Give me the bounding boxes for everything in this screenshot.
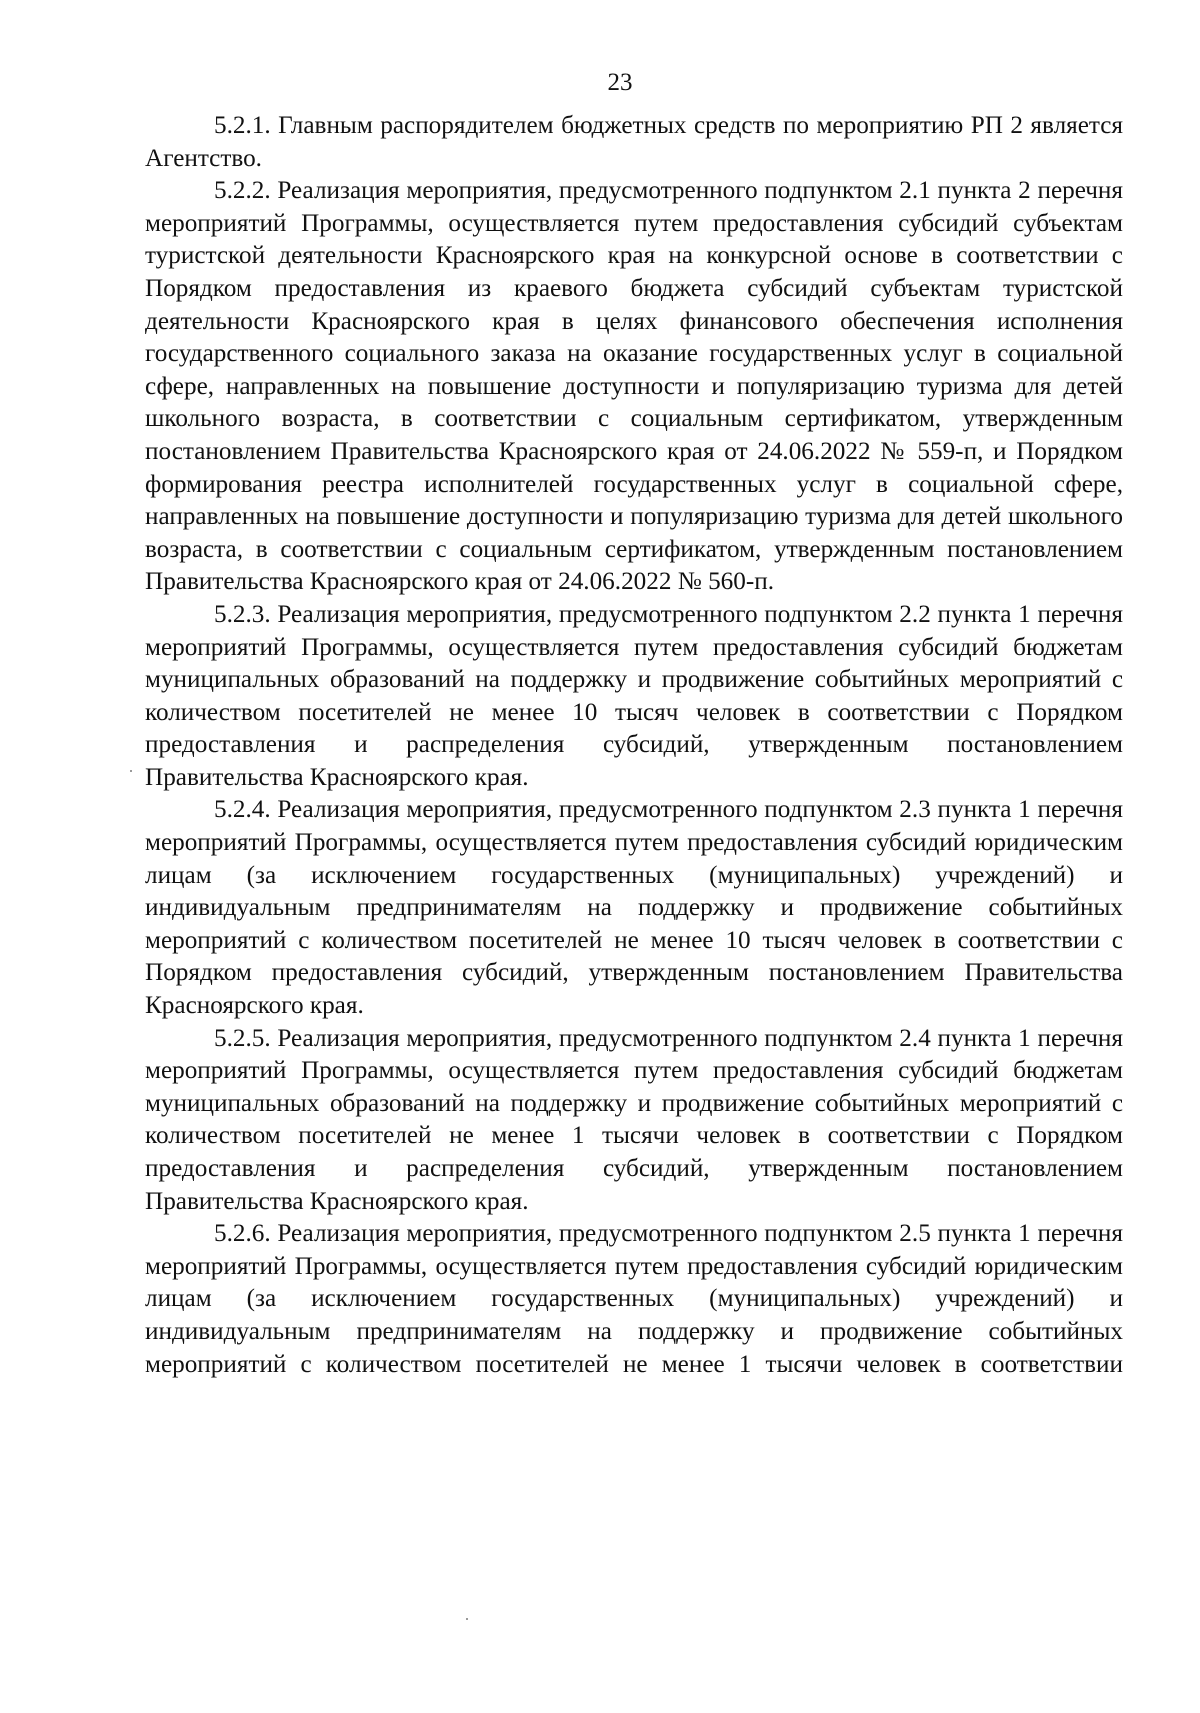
paragraph-5-2-5: 5.2.5. Реализация мероприятия, предусмотренного подпунктом 2.4 пункта 1 перечня мероприятий Программы, осуществляется путем предоставления субсидий бюджетам муниципальных образований на поддержку и продвижение событийных мероприятий с количеством посетителей не менее 1 тысячи человек в соответствии с Порядком предоставления и распределения субсидий, утвержденным постановлением Правительства Красноярского края. <box>145 1024 1123 1215</box>
scan-artifact <box>130 770 132 772</box>
paragraph-5-2-4: 5.2.4. Реализация мероприятия, предусмотренного подпунктом 2.3 пункта 1 перечня мероприятий Программы, осуществляется путем предоставления субсидий юридическим лицам (за исключением государственных (муниципальных) учреждений) и индивидуальным предпринимателям на поддержку и продвижение событийных мероприятий с количеством посетителей не менее 10 тысяч человек в соответствии с Порядком предоставления субсидий, утвержденным постановлением Правительства Красноярского края. <box>145 796 1123 1020</box>
page-number: 23 <box>607 69 633 96</box>
scan-artifact <box>466 1618 468 1620</box>
document-body <box>145 110 1123 1381</box>
paragraph-5-2-6: 5.2.6. Реализация мероприятия, предусмотренного подпунктом 2.5 пункта 1 перечня мероприятий Программы, осуществляется путем предоставления субсидий юридическим лицам (за исключением государственных (муниципальных) учреждений) и индивидуальным предпринимателям на поддержку и продвижение событийных мероприятий с количеством посетителей не менее 1 тысячи человек в соответствии <box>145 1220 1123 1378</box>
paragraph-5-2-3: 5.2.3. Реализация мероприятия, предусмотренного подпунктом 2.2 пункта 1 перечня мероприятий Программы, осуществляется путем предоставления субсидий бюджетам муниципальных образований на поддержку и продвижение событийных мероприятий с количеством посетителей не менее 10 тысяч человек в соответствии с Порядком предоставления и распределения субсидий, утвержденным постановлением Правительства Красноярского края. <box>145 600 1123 791</box>
paragraph-5-2-1: 5.2.1. Главным распорядителем бюджетных средств по мероприятию РП 2 является Агентство. <box>145 112 1123 172</box>
paragraph-5-2-2: 5.2.2. Реализация мероприятия, предусмотренного подпунктом 2.1 пункта 2 перечня мероприятий Программы, осуществляется путем предоставления субсидий субъектам туристской деятельности Красноярского края на конкурсной основе в соответствии с Порядком предоставления из краевого бюджета субсидий субъектам туристской деятельности Красноярского края в целях финансового обеспечения исполнения государственного социального заказа на оказание государственных услуг в социальной сфере, направленных на повышение доступности и популяризацию туризма для детей школьного возраста, в соответствии с социальным сертификатом, утвержденным постановлением Правительства Красноярского края от 24.06.2022 № 559-п, и Порядком формирования реестра исполнителей государственных услуг в социальной сфере, направленных на повышение доступности и популяризацию туризма для детей школьного возраста, в соответствии с социальным сертификатом, утвержденным постановлением Правительства Красноярского края от 24.06.2022 № 560-п. <box>145 177 1123 596</box>
